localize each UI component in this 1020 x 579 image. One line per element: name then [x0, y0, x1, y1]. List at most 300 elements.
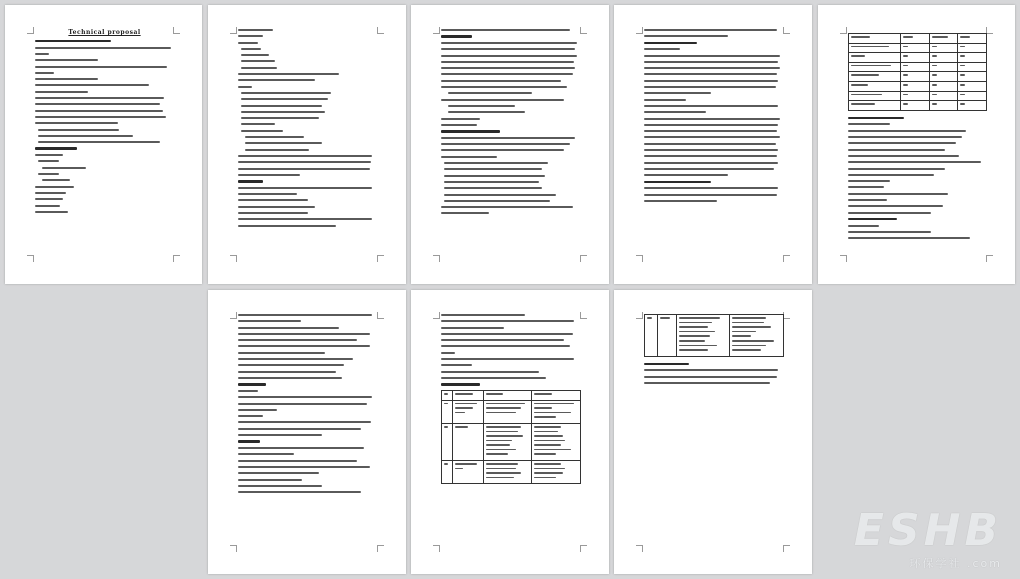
margin-marker	[636, 27, 643, 34]
table-cell	[453, 400, 484, 423]
text-line	[238, 29, 273, 31]
table-cell	[657, 315, 676, 357]
text-line	[644, 55, 780, 57]
text-line	[848, 142, 956, 144]
text-line	[851, 65, 891, 67]
text-line	[38, 141, 160, 143]
table-row	[442, 390, 581, 400]
margin-marker	[840, 255, 847, 262]
text-line	[444, 463, 448, 465]
table-row	[849, 91, 987, 101]
text-line	[848, 218, 897, 220]
text-line	[38, 160, 59, 162]
table-cell	[849, 53, 901, 63]
text-line	[932, 65, 937, 67]
text-line	[960, 103, 965, 105]
table-cell	[532, 390, 581, 400]
text-line	[903, 55, 908, 57]
text-line	[486, 449, 517, 451]
text-line	[455, 407, 473, 409]
text-line	[960, 65, 965, 67]
text-line	[848, 155, 959, 157]
text-line	[644, 168, 774, 170]
watermark-subtitle: 环保学社 .com	[909, 557, 1002, 570]
text-line	[534, 444, 560, 446]
text-line	[960, 46, 965, 48]
text-line	[441, 55, 577, 57]
text-line	[238, 377, 342, 379]
table-cell	[532, 461, 581, 484]
text-line	[486, 393, 503, 395]
table-cell	[958, 81, 987, 91]
document-page-8[interactable]	[614, 290, 812, 574]
text-line	[932, 36, 948, 38]
document-page-1[interactable]	[5, 5, 202, 284]
text-line	[238, 345, 370, 347]
text-line	[486, 444, 510, 446]
site-watermark	[853, 505, 1002, 571]
text-line	[455, 393, 473, 395]
text-line	[238, 447, 364, 449]
text-line	[534, 472, 562, 474]
text-line	[448, 105, 515, 107]
text-line	[238, 479, 302, 481]
text-line	[241, 111, 325, 113]
text-line	[241, 48, 261, 50]
text-line	[534, 393, 551, 395]
text-line	[441, 212, 489, 214]
text-line	[448, 111, 525, 113]
text-line	[238, 86, 252, 88]
margin-marker	[230, 545, 237, 552]
text-line	[238, 193, 297, 195]
text-line	[238, 415, 263, 417]
text-line	[848, 123, 890, 125]
text-line	[441, 73, 573, 75]
margin-marker	[377, 27, 384, 34]
text-line	[644, 73, 777, 75]
text-line	[455, 412, 465, 414]
table-row	[849, 53, 987, 63]
table-cell	[442, 423, 453, 460]
table-cell	[901, 101, 930, 111]
text-line	[851, 84, 868, 86]
text-line	[486, 463, 519, 465]
table-cell	[483, 390, 532, 400]
margin-marker	[783, 255, 790, 262]
table-cell	[901, 72, 930, 82]
text-line	[679, 340, 705, 342]
table-cell	[958, 53, 987, 63]
table-cell	[901, 53, 930, 63]
data-table	[848, 33, 987, 111]
document-page-2[interactable]	[208, 5, 406, 284]
text-line	[932, 103, 937, 105]
text-line	[238, 403, 367, 405]
text-line	[35, 78, 98, 80]
text-line	[848, 212, 931, 214]
text-line	[534, 416, 556, 418]
document-page-3[interactable]	[411, 5, 609, 284]
page-content	[238, 29, 378, 260]
text-line	[534, 407, 551, 409]
text-line	[732, 322, 764, 324]
table-cell	[929, 81, 958, 91]
text-line	[644, 48, 680, 50]
text-line	[960, 94, 965, 96]
text-line	[644, 200, 717, 202]
table-row	[849, 62, 987, 72]
text-line	[851, 74, 879, 76]
text-line	[241, 60, 275, 62]
text-line	[848, 174, 934, 176]
table-cell	[929, 101, 958, 111]
text-line	[851, 55, 865, 57]
table-row	[442, 423, 581, 460]
text-line	[441, 42, 577, 44]
text-line	[455, 426, 468, 428]
document-page-7[interactable]	[411, 290, 609, 574]
text-line	[851, 46, 889, 48]
text-line	[534, 449, 571, 451]
table-cell	[532, 423, 581, 460]
text-line	[441, 156, 497, 158]
text-line	[486, 477, 514, 479]
margin-marker	[377, 545, 384, 552]
text-line	[238, 42, 258, 44]
text-line	[238, 314, 372, 316]
text-line	[932, 55, 937, 57]
text-line	[441, 333, 573, 335]
text-line	[238, 187, 372, 189]
text-line	[444, 181, 539, 183]
table-cell	[901, 43, 930, 53]
text-line	[647, 317, 652, 319]
text-line	[486, 426, 521, 428]
page-content	[848, 29, 987, 260]
text-line	[38, 129, 119, 131]
table-cell	[849, 91, 901, 101]
table-cell	[676, 315, 729, 357]
text-line	[35, 110, 163, 112]
table-cell	[483, 461, 532, 484]
text-line	[35, 72, 54, 74]
text-line	[903, 46, 908, 48]
text-line	[486, 453, 508, 455]
text-line	[534, 403, 573, 405]
text-line	[644, 136, 780, 138]
text-line	[644, 86, 776, 88]
text-line	[35, 84, 149, 86]
text-line	[241, 67, 277, 69]
text-line	[644, 369, 778, 371]
text-line	[644, 124, 778, 126]
text-line	[679, 322, 712, 324]
text-line	[455, 403, 477, 405]
text-line	[644, 143, 776, 145]
text-line	[441, 80, 561, 82]
text-line	[441, 118, 480, 120]
table-cell	[442, 390, 453, 400]
text-line	[534, 477, 556, 479]
table-cell	[849, 43, 901, 53]
margin-marker	[783, 545, 790, 552]
text-line	[35, 122, 118, 124]
text-line	[35, 205, 60, 207]
text-line	[679, 349, 708, 351]
text-line	[441, 345, 570, 347]
text-line	[441, 206, 573, 208]
text-line	[732, 331, 757, 333]
text-line	[35, 40, 111, 42]
text-line	[238, 453, 294, 455]
page-content	[238, 314, 378, 550]
table-cell	[929, 72, 958, 82]
document-page-4[interactable]	[614, 5, 812, 284]
text-line	[241, 54, 269, 56]
text-line	[848, 205, 943, 207]
margin-marker	[580, 312, 587, 319]
text-line	[238, 199, 308, 201]
margin-marker	[173, 255, 180, 262]
table-row	[849, 72, 987, 82]
page-content	[644, 314, 784, 550]
text-line	[444, 194, 556, 196]
table-cell	[483, 423, 532, 460]
text-line	[238, 364, 344, 366]
text-line	[441, 124, 477, 126]
text-line	[486, 435, 523, 437]
table-cell	[483, 400, 532, 423]
document-page-5[interactable]	[818, 5, 1015, 284]
text-line	[238, 79, 315, 81]
margin-marker	[986, 27, 993, 34]
text-line	[848, 168, 945, 170]
text-line	[238, 35, 263, 37]
text-line	[455, 468, 463, 470]
margin-marker	[636, 545, 643, 552]
text-line	[903, 65, 908, 67]
margin-marker	[783, 27, 790, 34]
text-line	[38, 173, 59, 175]
text-line	[644, 67, 780, 69]
text-line	[441, 314, 525, 316]
text-line	[848, 130, 966, 132]
text-line	[241, 92, 331, 94]
text-line	[444, 403, 448, 405]
text-line	[238, 460, 357, 462]
margin-marker	[173, 27, 180, 34]
text-line	[35, 211, 68, 213]
table-row	[849, 43, 987, 53]
text-line	[35, 47, 171, 49]
text-line	[238, 212, 308, 214]
text-line	[441, 99, 564, 101]
text-line	[903, 74, 908, 76]
table-cell	[849, 101, 901, 111]
text-line	[238, 358, 353, 360]
text-line	[35, 91, 88, 93]
text-line	[238, 73, 339, 75]
text-line	[851, 103, 875, 105]
text-line	[534, 468, 565, 470]
table-row	[645, 315, 784, 357]
text-line	[35, 116, 166, 118]
text-line	[245, 142, 322, 144]
table-cell	[729, 315, 783, 357]
text-line	[441, 371, 539, 373]
text-line	[238, 440, 260, 442]
text-line	[644, 130, 777, 132]
table-cell	[849, 34, 901, 44]
text-line	[441, 48, 575, 50]
text-line	[644, 194, 777, 196]
text-line	[238, 168, 370, 170]
text-line	[241, 98, 328, 100]
text-line	[441, 352, 455, 354]
text-line	[644, 105, 778, 107]
text-line	[644, 155, 777, 157]
page-content	[441, 29, 581, 260]
text-line	[851, 94, 882, 96]
text-line	[238, 320, 301, 322]
text-line	[486, 403, 525, 405]
text-line	[932, 84, 937, 86]
table-cell	[958, 91, 987, 101]
margin-marker	[377, 255, 384, 262]
margin-marker	[433, 255, 440, 262]
text-line	[35, 53, 49, 55]
table-cell	[958, 62, 987, 72]
text-line	[238, 390, 258, 392]
table-cell	[901, 34, 930, 44]
text-line	[932, 46, 937, 48]
margin-marker	[433, 27, 440, 34]
text-line	[448, 92, 532, 94]
text-line	[441, 86, 567, 88]
margin-marker	[580, 545, 587, 552]
text-line	[238, 352, 325, 354]
text-line	[238, 428, 361, 430]
text-line	[444, 393, 448, 395]
text-line	[644, 111, 706, 113]
text-line	[903, 103, 908, 105]
text-line	[644, 376, 777, 378]
text-line	[238, 155, 372, 157]
text-line	[238, 434, 322, 436]
table-row	[849, 81, 987, 91]
text-line	[444, 168, 542, 170]
text-line	[848, 231, 931, 233]
text-line	[903, 94, 908, 96]
text-line	[455, 463, 477, 465]
text-line	[903, 36, 912, 38]
text-line	[238, 409, 277, 411]
text-line	[238, 327, 339, 329]
text-line	[238, 174, 300, 176]
margin-marker	[840, 27, 847, 34]
margin-marker	[433, 545, 440, 552]
text-line	[851, 36, 870, 38]
text-line	[679, 345, 717, 347]
text-line	[644, 35, 728, 37]
text-line	[35, 192, 66, 194]
margin-marker	[636, 255, 643, 262]
text-line	[444, 162, 548, 164]
margin-marker	[230, 312, 237, 319]
margin-marker	[230, 255, 237, 262]
text-line	[35, 59, 98, 61]
margin-marker	[986, 255, 993, 262]
text-line	[679, 326, 708, 328]
text-line	[848, 161, 981, 163]
text-line	[486, 407, 521, 409]
text-line	[644, 149, 778, 151]
text-line	[238, 371, 336, 373]
table-cell	[453, 390, 484, 400]
text-line	[238, 485, 322, 487]
table-cell	[958, 101, 987, 111]
text-line	[441, 339, 564, 341]
text-line	[644, 181, 711, 183]
text-line	[644, 382, 770, 384]
text-line	[644, 29, 777, 31]
table-row	[849, 34, 987, 44]
margin-marker	[580, 255, 587, 262]
document-page-6[interactable]	[208, 290, 406, 574]
text-line	[441, 358, 574, 360]
page-content	[644, 29, 784, 260]
text-line	[441, 320, 574, 322]
table-cell	[849, 72, 901, 82]
text-line	[848, 193, 948, 195]
text-line	[42, 167, 86, 169]
text-line	[238, 472, 319, 474]
text-line	[238, 225, 336, 227]
table-row	[849, 101, 987, 111]
text-line	[238, 396, 372, 398]
text-line	[534, 435, 562, 437]
text-line	[848, 180, 890, 182]
margin-marker	[433, 312, 440, 319]
text-line	[441, 67, 575, 69]
text-line	[660, 317, 670, 319]
text-line	[486, 468, 517, 470]
text-line	[732, 335, 752, 337]
table-cell	[453, 461, 484, 484]
text-line	[38, 135, 133, 137]
text-line	[732, 340, 774, 342]
text-line	[241, 117, 319, 119]
text-line	[444, 426, 448, 428]
text-line	[441, 383, 480, 385]
table-cell	[645, 315, 658, 357]
text-line	[241, 105, 322, 107]
text-line	[42, 179, 70, 181]
text-line	[848, 225, 879, 227]
table-cell	[929, 53, 958, 63]
margin-marker	[230, 27, 237, 34]
margin-marker	[580, 27, 587, 34]
page-content	[35, 29, 174, 260]
text-line	[441, 377, 546, 379]
text-line	[848, 117, 904, 119]
text-line	[644, 92, 711, 94]
text-line	[441, 149, 564, 151]
text-line	[441, 327, 504, 329]
text-line	[644, 42, 697, 44]
text-line	[534, 412, 571, 414]
